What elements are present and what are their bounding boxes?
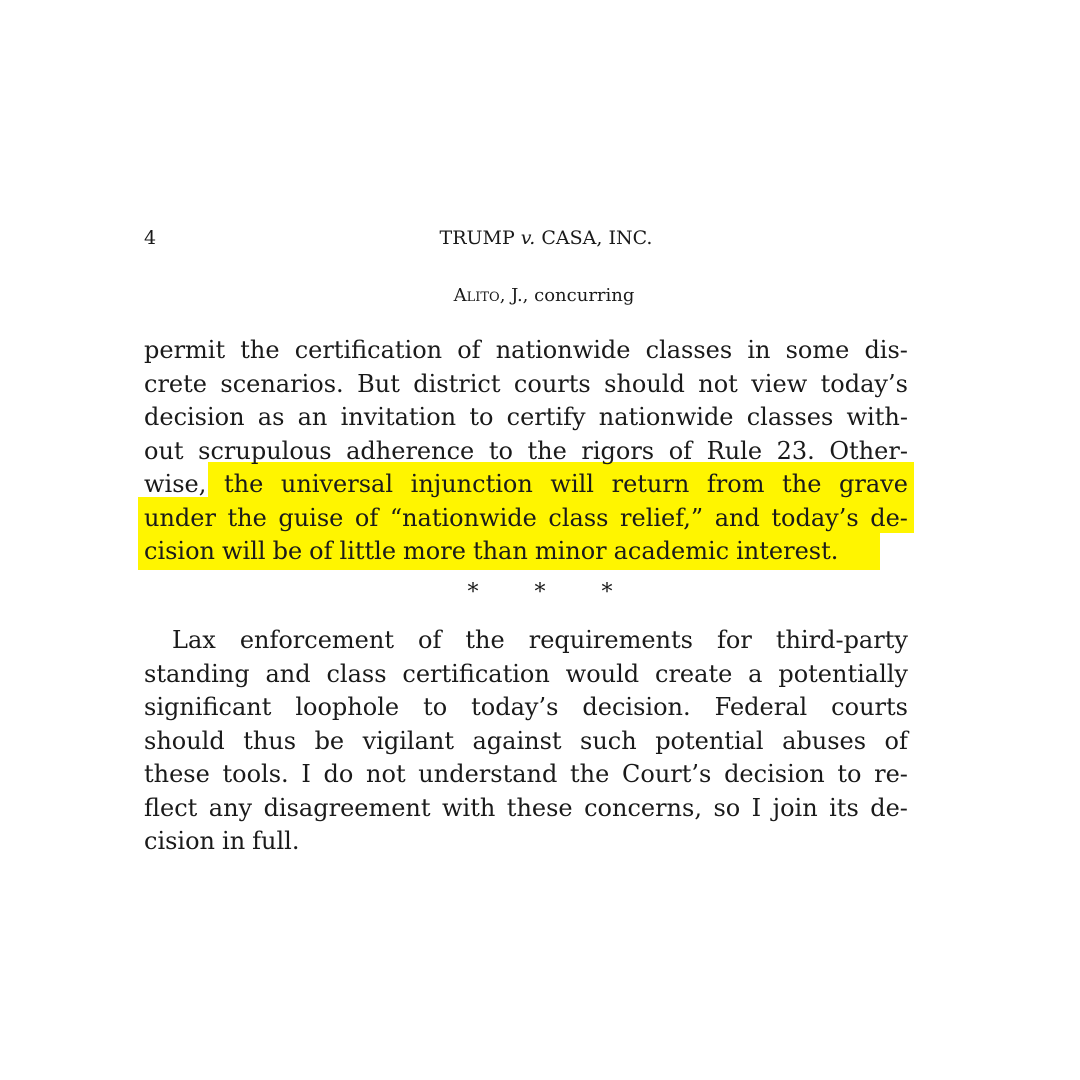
word: loophole <box>295 693 400 721</box>
opinion-label <box>0 285 1080 307</box>
text-line <box>144 535 908 569</box>
word: grave <box>839 470 908 498</box>
word: under <box>144 503 216 532</box>
paragraph-1 <box>144 334 908 569</box>
section-separator <box>0 580 1080 605</box>
text-line <box>144 334 908 368</box>
word: an <box>297 403 328 431</box>
word: Lax <box>172 626 216 654</box>
word: of <box>457 336 481 364</box>
opinion-author: Alito <box>453 285 500 306</box>
word: as <box>257 403 285 431</box>
word: potentially <box>778 659 908 688</box>
word: these <box>506 793 573 822</box>
word: class <box>548 503 609 532</box>
word: little <box>339 537 397 565</box>
word: adherence <box>346 436 475 465</box>
word: in <box>747 336 771 364</box>
text-line <box>144 502 908 536</box>
word: will <box>222 537 266 565</box>
word: interest. <box>736 537 839 565</box>
word: the <box>240 336 280 364</box>
word: concerns, <box>584 793 702 822</box>
word: so <box>713 793 741 822</box>
word: dis- <box>864 336 908 364</box>
word: against <box>472 726 562 755</box>
word: “nationwide <box>389 503 537 532</box>
word: today’s <box>471 693 559 721</box>
word: minor <box>534 537 607 565</box>
case-title-pre: TRUMP <box>439 227 521 249</box>
word: such <box>580 726 637 755</box>
word: of <box>354 503 379 532</box>
word: out <box>144 436 184 465</box>
text-line <box>144 624 908 658</box>
word: certify <box>506 403 586 431</box>
word: of <box>309 537 333 565</box>
word: the <box>782 470 822 498</box>
word: the <box>223 470 264 498</box>
word: third-party <box>775 626 908 654</box>
separator-star: * <box>534 580 546 605</box>
word: requirements <box>528 626 693 654</box>
word: these <box>144 760 210 788</box>
word: not <box>698 369 738 398</box>
word: view <box>751 369 808 398</box>
word: But <box>357 369 400 398</box>
word: in <box>222 827 246 855</box>
word: classes <box>645 336 733 364</box>
word: some <box>785 336 850 364</box>
word: de- <box>870 503 908 532</box>
word: invitation <box>340 403 457 431</box>
word: with- <box>846 403 908 431</box>
word: the <box>570 760 610 788</box>
word: academic <box>613 537 730 565</box>
word: tools. <box>222 760 289 788</box>
word: understand <box>418 760 558 788</box>
word: permit <box>144 336 226 364</box>
word: thus <box>243 726 297 755</box>
word: a <box>748 659 763 688</box>
text-line <box>144 825 908 859</box>
word: with <box>442 793 496 822</box>
word: significant <box>144 693 272 721</box>
word: to <box>469 403 494 431</box>
word: its <box>829 793 859 822</box>
word: re- <box>874 760 908 788</box>
word: I <box>301 760 311 788</box>
text-line <box>144 468 908 502</box>
word: to <box>488 436 513 465</box>
word: be <box>314 726 345 755</box>
word: flect <box>144 793 198 822</box>
word: today’s <box>820 369 908 398</box>
text-line <box>144 368 908 402</box>
word: more <box>403 537 466 565</box>
word: rigors <box>581 436 655 465</box>
page-number: 4 <box>144 227 157 249</box>
word: cision <box>144 827 216 855</box>
word: and <box>714 503 760 532</box>
paragraph-2 <box>144 624 908 859</box>
text-line <box>144 691 908 725</box>
word: Other- <box>829 436 908 465</box>
word: district <box>413 369 501 398</box>
word: guise <box>278 503 344 532</box>
word: should <box>604 369 685 398</box>
word: Court’s <box>622 760 712 788</box>
word: potential <box>655 726 764 755</box>
word: of <box>418 626 442 654</box>
word: 23. <box>776 436 815 465</box>
word: the <box>527 436 567 465</box>
word: abuses <box>782 726 867 755</box>
case-title-post: CASA, INC. <box>535 227 653 249</box>
word: of <box>668 436 693 465</box>
word: to <box>837 760 862 788</box>
word: injunction <box>410 470 533 498</box>
word: scenarios. <box>220 369 344 398</box>
word: decision <box>144 403 245 431</box>
word: full. <box>252 827 300 855</box>
word: relief,” <box>620 503 704 532</box>
word: enforcement <box>239 626 394 654</box>
text-line <box>144 725 908 759</box>
word: crete <box>144 369 207 398</box>
word: the <box>227 503 267 532</box>
text-line <box>144 658 908 692</box>
word: universal <box>280 470 394 498</box>
word: create <box>655 659 733 688</box>
word: will <box>550 470 594 498</box>
text-line <box>144 435 908 469</box>
case-title-versus: v. <box>520 227 536 249</box>
word: return <box>611 470 690 498</box>
word: the <box>465 626 505 654</box>
word: nationwide <box>495 336 631 364</box>
word: and <box>265 659 311 688</box>
separator-star: * <box>601 580 613 605</box>
word: decision. <box>582 693 691 721</box>
text-line <box>144 401 908 435</box>
word: join <box>772 793 818 822</box>
word: scrupulous <box>198 436 332 465</box>
word: courts <box>831 693 908 721</box>
word: should <box>144 726 225 755</box>
word: from <box>706 470 765 498</box>
opinion-type: , J., concurring <box>499 285 635 306</box>
word: would <box>565 659 640 688</box>
word: not <box>366 760 406 788</box>
word: standing <box>144 659 250 688</box>
word: be <box>272 537 303 565</box>
word: vigilant <box>362 726 454 755</box>
word: courts <box>513 369 591 398</box>
separator-star: * <box>467 580 479 605</box>
word: decision <box>724 760 825 788</box>
word: do <box>323 760 354 788</box>
word: today’s <box>771 503 859 532</box>
text-line <box>144 792 908 826</box>
word: for <box>717 626 752 654</box>
word: of <box>884 726 908 755</box>
word: disagreement <box>263 793 431 822</box>
word: classes <box>746 403 834 431</box>
running-head <box>0 226 1080 250</box>
word: certification <box>294 336 443 364</box>
word: Rule <box>706 436 763 465</box>
word: de- <box>870 793 908 822</box>
word: any <box>208 793 253 822</box>
word: I <box>751 793 762 822</box>
word: to <box>423 693 448 721</box>
word: nationwide <box>598 403 734 431</box>
text-line <box>144 758 908 792</box>
word: than <box>472 537 528 565</box>
word: wise, <box>144 470 207 498</box>
word: certification <box>402 659 550 688</box>
word: cision <box>144 537 216 565</box>
word: class <box>326 659 387 688</box>
word: Federal <box>714 693 808 721</box>
